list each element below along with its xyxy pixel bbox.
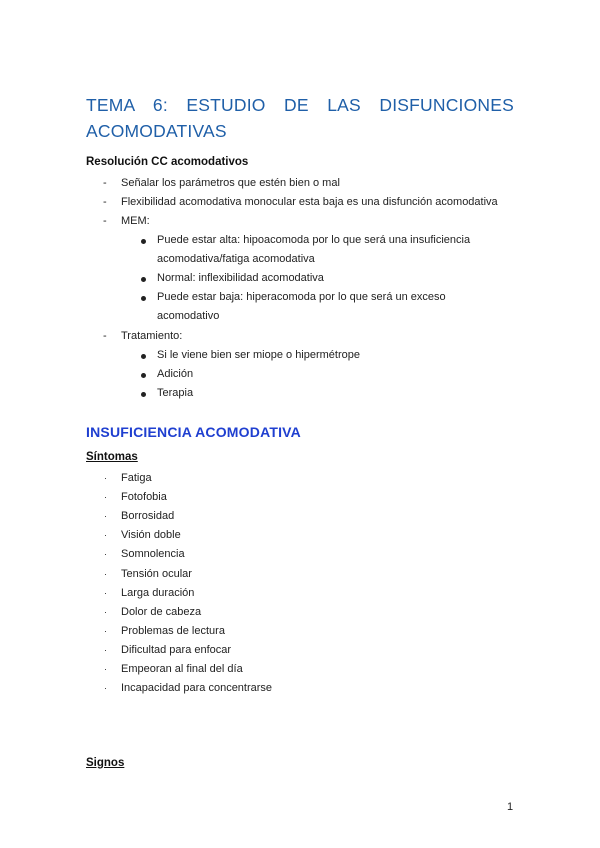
symptom-item [0, 488, 600, 507]
symptom-marker: · [104, 511, 107, 522]
symptom-text: Tensión ocular [121, 567, 192, 580]
bullet-dot-icon [141, 354, 146, 359]
symptom-marker: · [104, 664, 107, 674]
bullet-dot-icon [141, 373, 146, 378]
symptom-item [0, 545, 600, 564]
resolution-heading: Resolución CC acomodativos [86, 156, 249, 168]
symptom-text: Fotofobia [121, 491, 167, 504]
symptom-item [0, 526, 600, 545]
dash-marker: - [103, 215, 107, 227]
symptom-text: Visión doble [121, 529, 181, 542]
page-title [86, 92, 514, 144]
treatment-item-text: Si le viene bien ser miope o hipermétrope [157, 349, 361, 361]
signs-heading: Signos [86, 757, 125, 769]
symptom-marker: · [104, 683, 107, 694]
symptom-item [0, 622, 600, 641]
mem-bullet-item [0, 231, 600, 269]
section-heading: INSUFICIENCIA ACOMODATIVA [86, 424, 301, 440]
dash-marker: - [103, 177, 107, 189]
symptom-item [0, 660, 600, 679]
symptom-item [0, 469, 600, 488]
symptom-text: Problemas de lectura [121, 624, 225, 637]
mem-item-text: Puede estar baja: hiperacomoda por lo que será un exceso [157, 291, 446, 303]
page-title-line-1: TEMA 6: ESTUDIO DE LAS DISFUNCIONES [86, 95, 514, 115]
symptom-marker: · [104, 587, 107, 598]
symptom-marker: · [104, 492, 107, 503]
bullet-dot-icon [141, 277, 146, 282]
page-number: 1 [507, 801, 514, 813]
symptom-text: Borrosidad [121, 510, 175, 523]
mem-item-text-continued: acomodativa/fatiga acomodativa [157, 253, 315, 265]
symptom-text: Fatiga [121, 472, 152, 484]
treatment-bullet-item [0, 365, 600, 384]
symptom-marker: · [104, 473, 107, 483]
page-title-line-2: ACOMODATIVAS [86, 121, 227, 141]
mem-item-text-continued: acomodativo [157, 310, 220, 322]
symptom-item [0, 584, 600, 603]
symptom-text: Dolor de cabeza [121, 605, 202, 618]
symptom-text: Empeoran al final del día [121, 663, 243, 675]
symptom-text: Incapacidad para concentrarse [121, 682, 273, 695]
treatment-bullet-item [0, 346, 600, 365]
resolution-item-text: MEM: [121, 215, 150, 227]
treatment-bullet-item [0, 384, 600, 403]
dash-marker: - [103, 196, 107, 208]
symptoms-heading: Síntomas [86, 451, 138, 463]
resolution-item-text: Señalar los parámetros que estén bien o mal [121, 177, 340, 189]
symptom-item [0, 603, 600, 622]
symptom-item [0, 507, 600, 526]
bullet-dot-icon [141, 392, 146, 397]
dash-marker: - [103, 330, 107, 342]
resolution-item-text: Tratamiento: [121, 330, 183, 342]
symptom-text: Dificultad para enfocar [121, 643, 232, 656]
symptom-marker: · [104, 568, 107, 579]
mem-bullet-item [0, 288, 600, 326]
symptom-marker: · [104, 530, 107, 541]
mem-item-text: Puede estar alta: hipoacomoda por lo que será una insuficiencia [157, 234, 471, 246]
treatment-item-text: Terapia [157, 387, 194, 399]
symptom-item [0, 565, 600, 584]
symptom-item [0, 679, 600, 698]
mem-item-text: Normal: inflexibilidad acomodativa [157, 272, 324, 284]
bullet-dot-icon [141, 239, 146, 244]
symptom-text: Larga duración [121, 586, 195, 599]
resolution-item-text: Flexibilidad acomodativa monocular esta baja es una disfunción acomodativa [121, 196, 498, 208]
symptom-marker: · [104, 549, 107, 560]
treatment-item-text: Adición [157, 368, 194, 380]
mem-bullet-item [0, 269, 600, 288]
symptom-marker: · [104, 644, 107, 655]
symptom-marker: · [104, 606, 107, 617]
symptom-item [0, 641, 600, 660]
symptom-marker: · [104, 625, 107, 636]
bullet-dot-icon [141, 296, 146, 301]
symptom-text: Somnolencia [121, 548, 185, 561]
